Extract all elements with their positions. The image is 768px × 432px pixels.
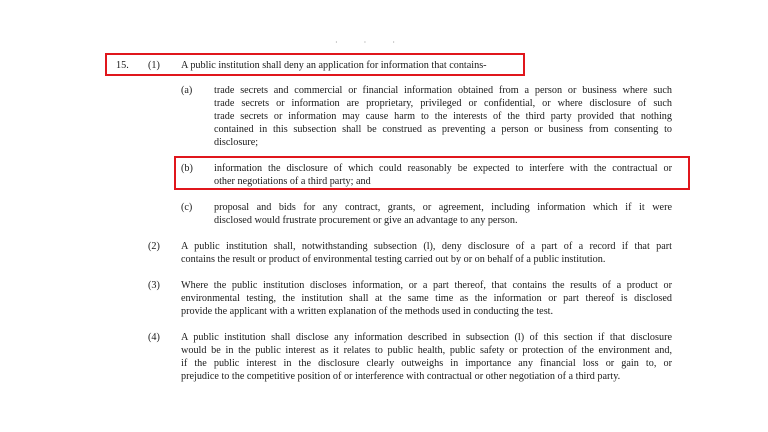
item-a-label: (a) [181, 85, 193, 96]
item-a-line-5: disclosure; [214, 137, 259, 148]
item-c-line-2: disclosed would frustrate procurement or give an advantage to any person. [214, 215, 518, 226]
subsection-1-text: A public institution shall deny an application for information that contains- [181, 60, 487, 71]
item-b-label: (b) [181, 163, 193, 174]
subsection-3-line-1: Where the public institution discloses information, or a part thereof, that contains the results of a product or [181, 280, 672, 291]
item-c-line-1: proposal and bids for any contract, grants, or agreement, including information which if it were [214, 202, 672, 213]
item-b-line-1: information the disclosure of which could reasonably be expected to interfere with the contractual or [214, 163, 672, 174]
subsection-4-label: (4) [148, 332, 160, 343]
subsection-4-line-2: would be in the public interest as it relates to public health, public safety or protection of the environment and, [181, 345, 672, 356]
item-a-line-4: contained in this subsection shall be construed as preventing a person or business from consenting to [214, 124, 672, 135]
item-a-line-1: trade secrets and commercial or financial information obtained from a person or business where such [214, 85, 672, 96]
subsection-3-line-3: provide the applicant with a written explanation of the methods used in conducting the test. [181, 306, 554, 317]
highlight-box-item-b [174, 156, 690, 190]
scan-artifact-dots: ··· [335, 38, 421, 47]
subsection-3-label: (3) [148, 280, 160, 291]
item-a-line-2: trade secrets or information are proprietary, privileged or confidential, or where disclosure of such [214, 98, 672, 109]
subsection-2-label: (2) [148, 241, 160, 252]
highlight-box-subsection-1 [105, 53, 525, 76]
section-number: 15. [116, 60, 129, 71]
subsection-4-line-3: if the public interest in the disclosure clearly outweighs in importance any financial loss or gain to, or [181, 358, 672, 369]
item-a-line-3: trade secrets or information may cause harm to the interests of the third party provided that nothing [214, 111, 672, 122]
item-c-label: (c) [181, 202, 193, 213]
subsection-4-line-1: A public institution shall disclose any information described in subsection (l) of this section if that disclosure [181, 332, 672, 343]
subsection-4-line-4: prejudice to the competitive position of or interference with contractual or other negotiation of a third party. [181, 371, 621, 382]
subsection-1-label: (1) [148, 60, 160, 71]
subsection-2-line-2: contains the result or product of environmental testing carried out by or on behalf of a public institution. [181, 254, 606, 265]
subsection-3-line-2: environmental testing, the institution shall at the same time as the information or part thereof is disclosed [181, 293, 672, 304]
item-b-line-2: other negotiations of a third party; and [214, 176, 371, 187]
subsection-2-line-1: A public institution shall, notwithstanding subsection (l), deny disclosure of a part of a record if that part [181, 241, 672, 252]
